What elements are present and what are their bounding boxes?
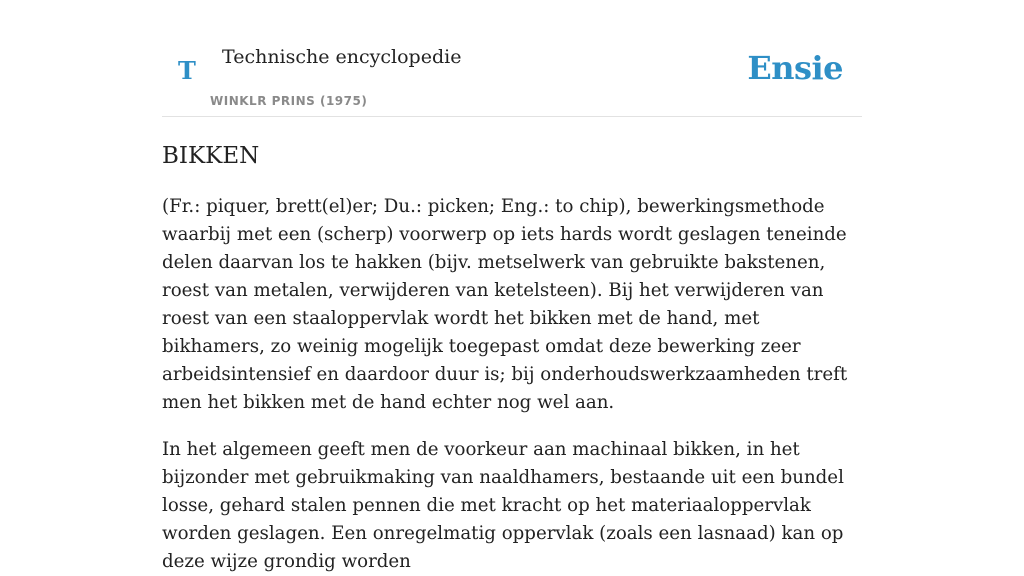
brand-logo[interactable]: Ensie — [747, 49, 843, 87]
page — [162, 0, 862, 576]
book-title-link[interactable]: Technische encyclopedie — [222, 46, 462, 68]
page-header — [162, 0, 862, 117]
book-letter-icon[interactable]: T — [178, 56, 196, 85]
entry-paragraph-2: In het algemeen geeft men de voorkeur aan machinaal bikken, in het bijzonder met gebruikmaking van naaldhamers, bestaande uit een bundel losse, gehard stalen pennen die met kracht op het materiaaloppervlak worden geslagen. Een onregelmatig oppervlak (zoals een lasnaad) kan op deze wijze grondig worden — [162, 439, 844, 572]
entry-title: BIKKEN — [162, 143, 260, 169]
book-subtitle: WINKLR PRINS (1975) — [210, 94, 368, 108]
entry-paragraph-1: (Fr.: piquer, brett(el)er; Du.: picken; Eng.: to chip), bewerkingsmethode waarbij met een (scherp) voorwerp op iets hards wordt geslagen teneinde delen daarvan los te hakken (bijv. metselwerk van gebruikte bakstenen, roest van metalen, verwijderen van ketelsteen). Bij het verwijderen van roest van een staaloppervlak wordt het bikken met de hand, met bikhamers, zo weinig mogelijk toegepast omdat deze bewerking zeer arbeidsintensief en daardoor duur is; bij onderhoudswerkzaamheden treft men het bikken met de hand echter nog wel aan. — [162, 196, 848, 413]
